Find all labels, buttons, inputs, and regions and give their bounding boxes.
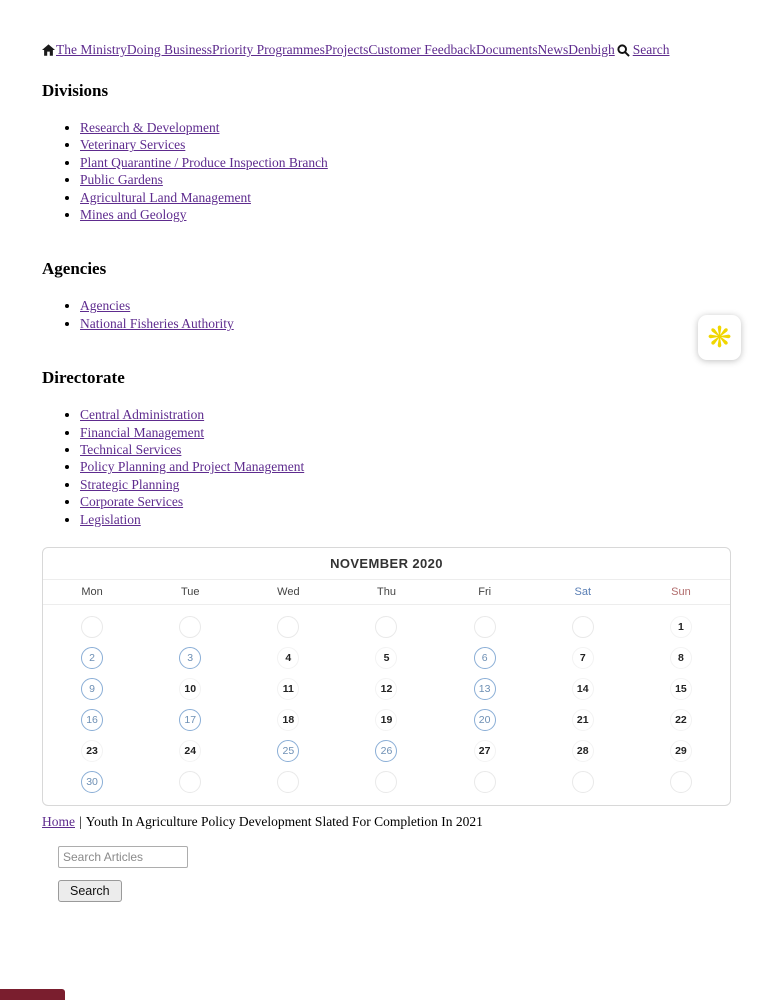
calendar-day-number: 1 bbox=[670, 616, 692, 638]
breadcrumb-page-title: Youth In Agriculture Policy Development Slated For Completion In 2021 bbox=[85, 814, 483, 830]
calendar-day-22 bbox=[632, 704, 730, 735]
breadcrumb-separator: | bbox=[79, 814, 82, 830]
calendar-day-number: 10 bbox=[179, 678, 201, 700]
calendar-event-day-16[interactable] bbox=[43, 704, 141, 735]
calendar-day-number: 24 bbox=[179, 740, 201, 762]
calendar-day-number: 2 bbox=[81, 647, 103, 669]
calendar-day-header-wed: Wed bbox=[277, 586, 300, 599]
calendar-event-day-25[interactable] bbox=[239, 735, 337, 766]
bottom-partial-bar bbox=[0, 989, 65, 1000]
calendar-day-14 bbox=[534, 673, 632, 704]
calendar-day-number: 6 bbox=[474, 647, 496, 669]
calendar-empty-circle bbox=[277, 616, 299, 638]
calendar-day-number: 9 bbox=[81, 678, 103, 700]
nav-link-news[interactable]: News bbox=[537, 42, 569, 57]
calendar-day-19 bbox=[337, 704, 435, 735]
nav-link-documents[interactable]: Documents bbox=[476, 42, 538, 57]
calendar-day-28 bbox=[534, 735, 632, 766]
calendar-day-number: 27 bbox=[474, 740, 496, 762]
calendar-day-number: 7 bbox=[572, 647, 594, 669]
section-divisions bbox=[42, 81, 731, 223]
section-link-financial-management[interactable]: Financial Management bbox=[80, 424, 205, 440]
calendar-cell-empty bbox=[436, 611, 534, 642]
events-calendar bbox=[42, 547, 731, 806]
calendar-cell-empty bbox=[337, 611, 435, 642]
calendar-day-number: 21 bbox=[572, 709, 594, 731]
calendar-day-header-fri: Fri bbox=[478, 586, 492, 599]
nav-link-the-ministry[interactable]: The Ministry bbox=[56, 42, 127, 57]
calendar-day-number: 22 bbox=[670, 709, 692, 731]
calendar-day-number: 13 bbox=[474, 678, 496, 700]
asterisk-icon: ❋ bbox=[707, 320, 732, 354]
section-link-public-gardens[interactable]: Public Gardens bbox=[80, 172, 163, 188]
calendar-event-day-20[interactable] bbox=[436, 704, 534, 735]
nav-link-priority-programmes[interactable]: Priority Programmes bbox=[212, 42, 325, 57]
calendar-day-11 bbox=[239, 673, 337, 704]
calendar-cell-empty bbox=[141, 611, 239, 642]
calendar-day-number: 12 bbox=[375, 678, 397, 700]
calendar-day-number: 19 bbox=[375, 709, 397, 731]
calendar-day-number: 26 bbox=[375, 740, 397, 762]
section-title: Agencies bbox=[42, 259, 107, 279]
calendar-day-number: 20 bbox=[474, 709, 496, 731]
list-item bbox=[80, 207, 731, 223]
calendar-empty-circle bbox=[179, 616, 201, 638]
section-link-strategic-planning[interactable]: Strategic Planning bbox=[80, 476, 180, 492]
section-link-agricultural-land-management[interactable]: Agricultural Land Management bbox=[80, 189, 251, 205]
calendar-cell-empty bbox=[436, 766, 534, 797]
calendar-day-number: 3 bbox=[179, 647, 201, 669]
section-link-plant-quarantine-produce-inspection-branch[interactable]: Plant Quarantine / Produce Inspection Branch bbox=[80, 154, 328, 170]
section-link-policy-planning-and-project-management[interactable]: Policy Planning and Project Management bbox=[80, 459, 305, 475]
accessibility-widget-button[interactable] bbox=[698, 315, 741, 360]
home-link[interactable] bbox=[42, 44, 55, 56]
calendar-day-21 bbox=[534, 704, 632, 735]
calendar-day-header-tue: Tue bbox=[180, 586, 200, 599]
nav-link-customer-feedback[interactable]: Customer Feedback bbox=[368, 42, 476, 57]
calendar-day-number: 29 bbox=[670, 740, 692, 762]
calendar-day-header-mon: Mon bbox=[81, 586, 103, 599]
section-link-legislation[interactable]: Legislation bbox=[80, 511, 141, 527]
calendar-event-day-30[interactable] bbox=[43, 766, 141, 797]
calendar-empty-circle bbox=[474, 616, 496, 638]
search-button[interactable]: Search bbox=[58, 880, 122, 902]
search-input[interactable] bbox=[58, 846, 188, 868]
calendar-day-8 bbox=[632, 642, 730, 673]
list-item bbox=[80, 137, 731, 153]
calendar-cell-empty bbox=[43, 611, 141, 642]
calendar-day-header-sat: Sat bbox=[574, 586, 592, 599]
section-link-research-development[interactable]: Research & Development bbox=[80, 120, 220, 135]
calendar-day-15 bbox=[632, 673, 730, 704]
section-link-central-administration[interactable]: Central Administration bbox=[80, 407, 205, 423]
calendar-month-title: NOVEMBER 2020 bbox=[43, 548, 730, 580]
calendar-cell-empty bbox=[141, 766, 239, 797]
section-link-agencies[interactable]: Agencies bbox=[80, 298, 131, 314]
list-item bbox=[80, 172, 731, 188]
calendar-cell-empty bbox=[337, 766, 435, 797]
calendar-day-number: 5 bbox=[375, 647, 397, 669]
search-icon[interactable] bbox=[617, 44, 630, 57]
list-item bbox=[80, 316, 731, 332]
nav-search-link[interactable]: Search bbox=[632, 42, 670, 57]
calendar-empty-circle bbox=[670, 771, 692, 793]
breadcrumb bbox=[42, 814, 731, 830]
calendar-empty-circle bbox=[375, 616, 397, 638]
calendar-day-5 bbox=[337, 642, 435, 673]
list-item bbox=[80, 459, 731, 475]
nav-link-denbigh[interactable]: Denbigh bbox=[568, 42, 615, 57]
calendar-day-4 bbox=[239, 642, 337, 673]
article-search bbox=[58, 846, 731, 902]
calendar-empty-circle bbox=[572, 771, 594, 793]
calendar-cell-empty bbox=[239, 611, 337, 642]
calendar-day-number: 16 bbox=[81, 709, 103, 731]
calendar-empty-circle bbox=[277, 771, 299, 793]
calendar-day-number: 18 bbox=[277, 709, 299, 731]
section-link-technical-services[interactable]: Technical Services bbox=[80, 442, 182, 458]
calendar-cell-empty bbox=[632, 766, 730, 797]
calendar-day-number: 14 bbox=[572, 678, 594, 700]
list-item bbox=[80, 190, 731, 206]
calendar-grid bbox=[43, 605, 730, 805]
section-link-veterinary-services[interactable]: Veterinary Services bbox=[80, 137, 186, 153]
nav-link-doing-business[interactable]: Doing Business bbox=[126, 42, 213, 57]
list-item bbox=[80, 120, 731, 136]
calendar-day-number: 30 bbox=[81, 771, 103, 793]
section-link-national-fisheries-authority[interactable]: National Fisheries Authority bbox=[80, 315, 234, 331]
list-item bbox=[80, 407, 731, 423]
section-directorate bbox=[42, 368, 731, 528]
calendar-cell-empty bbox=[534, 766, 632, 797]
list-item bbox=[80, 155, 731, 171]
calendar-empty-circle bbox=[375, 771, 397, 793]
top-nav bbox=[42, 42, 731, 58]
calendar-day-header-sun: Sun bbox=[671, 586, 691, 599]
breadcrumb-home-link[interactable]: Home bbox=[42, 814, 75, 830]
directorate-list bbox=[42, 407, 731, 528]
calendar-day-29 bbox=[632, 735, 730, 766]
calendar-cell-empty bbox=[239, 766, 337, 797]
calendar-day-27 bbox=[436, 735, 534, 766]
calendar-day-1 bbox=[632, 611, 730, 642]
divisions-list bbox=[42, 120, 731, 223]
calendar-day-number: 8 bbox=[670, 647, 692, 669]
list-item bbox=[80, 298, 731, 314]
calendar-event-day-17[interactable] bbox=[141, 704, 239, 735]
calendar-day-number: 25 bbox=[277, 740, 299, 762]
list-item bbox=[80, 477, 731, 493]
nav-links bbox=[56, 42, 615, 58]
home-icon bbox=[42, 44, 55, 56]
calendar-day-12 bbox=[337, 673, 435, 704]
calendar-event-day-3[interactable] bbox=[141, 642, 239, 673]
list-item bbox=[80, 494, 731, 510]
section-link-corporate-services[interactable]: Corporate Services bbox=[80, 494, 184, 510]
calendar-day-number: 15 bbox=[670, 678, 692, 700]
calendar-day-24 bbox=[141, 735, 239, 766]
list-item bbox=[80, 425, 731, 441]
calendar-day-number: 11 bbox=[277, 678, 299, 700]
calendar-day-23 bbox=[43, 735, 141, 766]
list-item bbox=[80, 442, 731, 458]
section-agencies bbox=[42, 259, 731, 332]
calendar-empty-circle bbox=[81, 616, 103, 638]
calendar-empty-circle bbox=[572, 616, 594, 638]
calendar-day-18 bbox=[239, 704, 337, 735]
calendar-cell-empty bbox=[534, 611, 632, 642]
section-title: Divisions bbox=[42, 81, 109, 100]
calendar-day-header-thu: Thu bbox=[377, 586, 396, 599]
section-title: Directorate bbox=[42, 368, 125, 388]
calendar-event-day-26[interactable] bbox=[337, 735, 435, 766]
calendar-day-number: 28 bbox=[572, 740, 594, 762]
calendar-event-day-13[interactable] bbox=[436, 673, 534, 704]
section-link-mines-and-geology[interactable]: Mines and Geology bbox=[80, 207, 187, 223]
calendar-day-10 bbox=[141, 673, 239, 704]
agencies-list bbox=[42, 298, 731, 332]
calendar-event-day-2[interactable] bbox=[43, 642, 141, 673]
calendar-event-day-9[interactable] bbox=[43, 673, 141, 704]
nav-link-projects[interactable]: Projects bbox=[324, 42, 369, 57]
calendar-day-7 bbox=[534, 642, 632, 673]
calendar-empty-circle bbox=[474, 771, 496, 793]
calendar-empty-circle bbox=[179, 771, 201, 793]
calendar-day-number: 17 bbox=[179, 709, 201, 731]
calendar-event-day-6[interactable] bbox=[436, 642, 534, 673]
calendar-day-number: 23 bbox=[81, 740, 103, 762]
list-item bbox=[80, 512, 731, 528]
calendar-day-headers bbox=[43, 580, 730, 605]
calendar-day-number: 4 bbox=[277, 647, 299, 669]
